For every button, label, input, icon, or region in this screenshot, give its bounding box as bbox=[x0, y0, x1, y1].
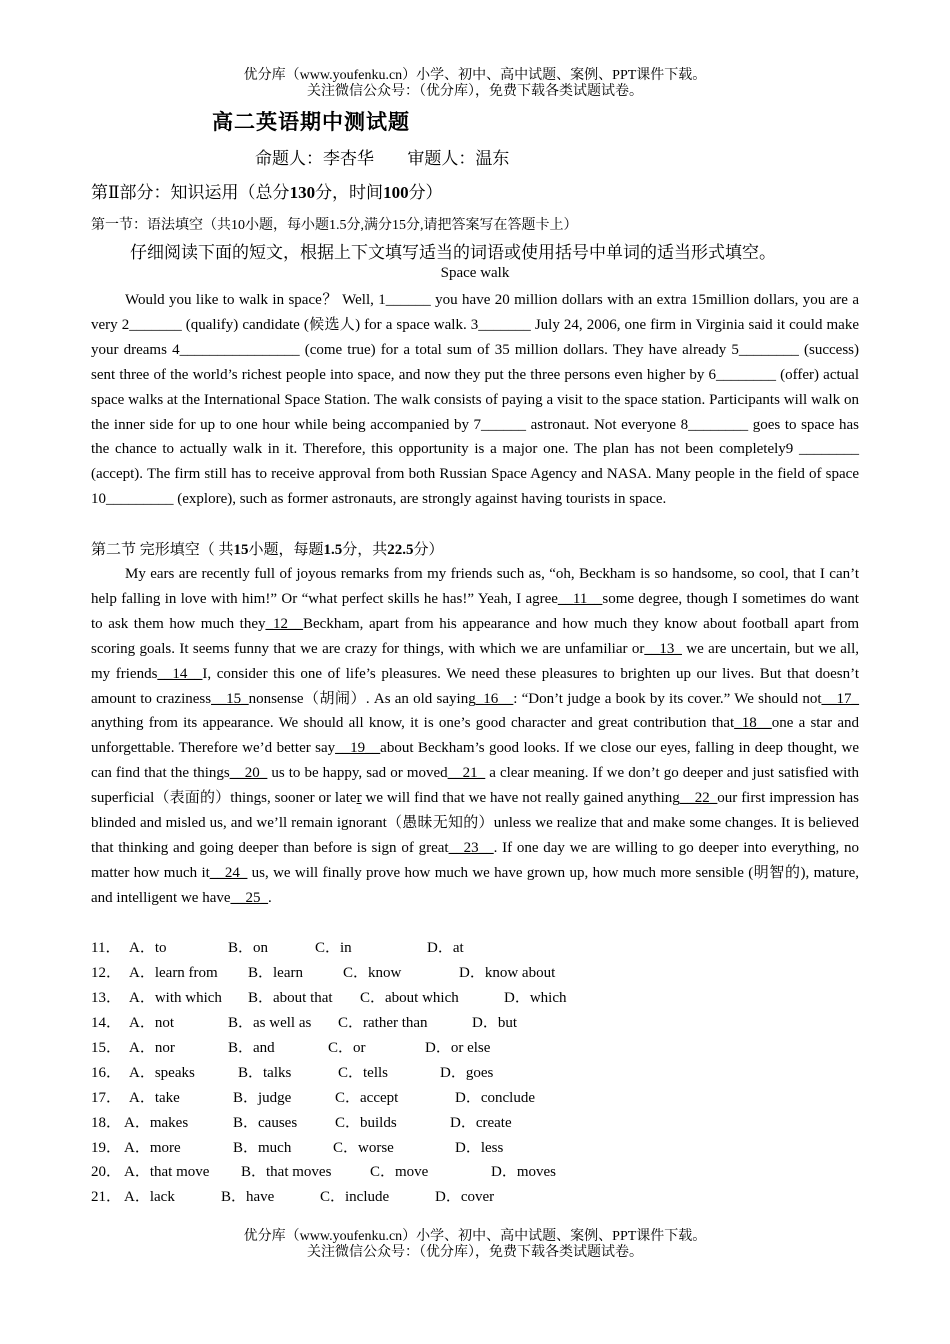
part-heading bbox=[91, 178, 443, 203]
option-c: C．include bbox=[320, 1189, 390, 1206]
option-b: B．that moves bbox=[241, 1164, 332, 1181]
s2-suffix: 分） bbox=[413, 542, 444, 558]
option-c: C．builds bbox=[335, 1114, 397, 1131]
q-num: 11． bbox=[91, 940, 121, 956]
cloze-text: a clear meaning. If we don’t go deeper and just satisfied with superficial（表面的）things, sooner or late bbox=[91, 765, 859, 807]
cloze-text: My ears are recently full of joyous remarks from my friends such as, “oh, Beckham is so handsome, so cool, that I can’t help falling in love with him!” Or “what perfect skills he has!” Yeah, I agree bbox=[91, 566, 859, 607]
cloze-text: . If one day we are willing to go deeper into everything, no matter how much it bbox=[91, 839, 859, 881]
q-num: 14． bbox=[91, 1014, 122, 1031]
cloze-text: one a star and unforgettable. Therefore we’d better say bbox=[91, 715, 859, 757]
option-b: B．have bbox=[221, 1189, 275, 1206]
option-a: A．to bbox=[129, 940, 167, 956]
option-b: B．about that bbox=[248, 989, 333, 1006]
cloze-text: Beckham, apart from his appearance and how much they know about football apart from scoring goals. It seems funny that we are crazy for things, with which we are unfamiliar or bbox=[91, 615, 859, 657]
s2-each: 1.5 bbox=[323, 542, 343, 558]
option-d: D．know about bbox=[459, 964, 556, 981]
cloze-text: we are uncertain, but we all, my friends bbox=[91, 640, 859, 682]
option-d: D．which bbox=[504, 989, 567, 1006]
option-c: C．worse bbox=[333, 1139, 394, 1156]
cloze-text: : “Don’t judge a book by its cover.” We should not bbox=[513, 690, 822, 707]
cloze-blank-21: __21_ bbox=[447, 765, 486, 782]
option-b: B．much bbox=[233, 1139, 292, 1156]
q-num: 17． bbox=[91, 1089, 122, 1106]
option-b: B．as well as bbox=[228, 1014, 312, 1031]
option-a: A．not bbox=[129, 1014, 175, 1031]
s2-prefix: 第二节 完形填空（ 共 bbox=[91, 542, 234, 558]
bottom-banner bbox=[0, 1229, 950, 1261]
option-b: B．talks bbox=[238, 1064, 292, 1081]
cloze-blank-14: __14__ bbox=[157, 665, 203, 682]
option-c: C．or bbox=[328, 1039, 366, 1056]
option-b: B．and bbox=[228, 1039, 275, 1056]
option-d: D．conclude bbox=[455, 1089, 535, 1106]
cloze-text: our first impression has blinded and misled us, and we’ll remain ignorant（愚昧无知的）unless we realize that and make some changes. It is believed that thinking and going deeper than before is sign of great bbox=[91, 790, 860, 856]
option-a: A．learn from bbox=[129, 964, 218, 981]
part-time: 100 bbox=[383, 183, 409, 202]
banner-line-2: 关注微信公众号：（优分库），免费下载各类试题试卷。 bbox=[307, 84, 643, 99]
grammar-passage: Would you like to walk in space？ Well, 1______ you have 20 million dollars with an extra 15million dollars, you are a very 2_______ (qualify) candidate (候选人) for a space walk. 3_______ July 24, 2006, one firm in Virginia said it could make your dreams 4________________ (come true) for a total sum of 35 million dollars. They have already 5________ (success) sent three of the world’s richest people into space, and now they put the three persons even higher by 6________ (offer) actual space walks at the International Space Station. The walk consists of paying a visit to the space station. Participants will walk on the inner side for up to one hour while being accompanied by 7______ astronaut. Not everyone 8________ goes to space has the chance to actually walk in it. Therefore, this opportunity is a major one. The plan has not been completely9 ________ (accept). The firm still has to receive approval from both Russian Space Agency and NASA. Many people in the field of space 10_________ (explore), such as former astronauts, are strongly against having tourists in space. bbox=[91, 292, 859, 508]
option-c: C．move bbox=[370, 1164, 429, 1181]
option-a: A．that move bbox=[124, 1164, 210, 1181]
cloze-blank-11: __11__ bbox=[557, 590, 603, 607]
cloze-text: us to be happy, sad or moved bbox=[267, 765, 448, 782]
option-c: C．tells bbox=[338, 1064, 389, 1081]
cloze-blank-22: __22_ bbox=[679, 790, 718, 807]
cloze-text: I, consider this one of life’s pleasures. We need these pleasures to brighten up our lives. But that doesn’t amount to craziness bbox=[91, 665, 860, 707]
section1-heading: 第一节：语法填空（共10小题，每小题1.5分,满分15分,请把答案写在答题卡上） bbox=[91, 218, 578, 233]
cloze-blank-15: __15_ bbox=[211, 690, 249, 707]
banner-line-1: 优分库（www.youfenku.cn）小学、初中、高中试题、案例、PPT课件下载。 bbox=[243, 1229, 707, 1244]
q-num: 15． bbox=[91, 1039, 122, 1056]
option-a: A．take bbox=[129, 1089, 180, 1106]
option-d: D．or else bbox=[425, 1039, 491, 1056]
s2-count: 15 bbox=[233, 542, 249, 558]
part-heading-mid: 分，时间 bbox=[315, 183, 384, 202]
option-c: C．know bbox=[343, 964, 402, 981]
option-d: D．but bbox=[472, 1014, 518, 1031]
option-c: C．in bbox=[315, 940, 352, 956]
q-num: 20． bbox=[91, 1164, 122, 1181]
cloze-blank-20: __20_ bbox=[229, 765, 268, 782]
s2-mid1: 小题，每题 bbox=[248, 542, 324, 558]
cloze-text: us, we will finally prove how much we have grown up, how much more sensible (明智的), mature, and intelligent we have bbox=[91, 864, 859, 906]
cloze-text: nonsense（胡闹）. As an old saying bbox=[248, 690, 476, 707]
cloze-blank-13: __13_ bbox=[644, 640, 682, 657]
cloze-text: some degree, though I sometimes do want to ask them how much they bbox=[91, 590, 859, 632]
s2-mid2: 分，共 bbox=[342, 542, 388, 558]
cloze-blank-17: __17_ bbox=[821, 690, 859, 707]
top-banner bbox=[0, 68, 950, 100]
part-heading-prefix: 第Ⅱ部分：知识运用（总分 bbox=[91, 183, 290, 202]
banner-line-1: 优分库（www.youfenku.cn）小学、初中、高中试题、案例、PPT课件下载。 bbox=[243, 68, 707, 83]
reviewer: 审题人：温东 bbox=[407, 149, 510, 169]
option-c: C．accept bbox=[335, 1089, 399, 1106]
cloze-blank-18: _18__ bbox=[734, 715, 772, 732]
option-d: D．at bbox=[427, 940, 464, 956]
cloze-text: anything from its appearance. We should all know, it is one’s good character and great contribution that bbox=[91, 715, 735, 732]
option-d: D．create bbox=[450, 1114, 512, 1131]
option-a: A．lack bbox=[124, 1189, 175, 1206]
option-b: B．on bbox=[228, 940, 269, 956]
option-c: C．rather than bbox=[338, 1014, 428, 1031]
option-a: A．more bbox=[124, 1139, 181, 1156]
cloze-text: we will find that we have not really gained anything bbox=[361, 790, 680, 807]
cloze-text: about Beckham’s good looks. If we close our eyes, falling in deep thought, we can find that the things bbox=[91, 740, 859, 782]
cloze-blank-12: _12__ bbox=[265, 615, 303, 632]
setter: 命题人：李杏华 bbox=[255, 149, 374, 169]
passage-title: Space walk bbox=[440, 265, 510, 281]
option-d: D．goes bbox=[440, 1064, 494, 1081]
option-d: D．cover bbox=[435, 1189, 495, 1206]
cloze-passage bbox=[91, 562, 859, 911]
option-a: A．nor bbox=[129, 1039, 175, 1056]
cloze-blank-16: _16__ bbox=[475, 690, 514, 707]
cloze-blank-24: __24_ bbox=[209, 864, 248, 881]
option-d: D．less bbox=[455, 1139, 504, 1156]
q-num: 18． bbox=[91, 1114, 122, 1131]
option-b: B．causes bbox=[233, 1114, 298, 1131]
q-num: 12． bbox=[91, 964, 122, 981]
cloze-blank-23: __23__ bbox=[448, 839, 494, 856]
part-total-score: 130 bbox=[289, 183, 316, 202]
option-b: B．learn bbox=[248, 964, 303, 981]
authors-line bbox=[255, 144, 515, 169]
option-a: A．makes bbox=[124, 1114, 189, 1131]
banner-line-2: 关注微信公众号：（优分库），免费下载各类试题试卷。 bbox=[307, 1245, 643, 1260]
option-c: C．about which bbox=[360, 989, 459, 1006]
q-num: 21． bbox=[91, 1189, 122, 1206]
option-a: A．speaks bbox=[129, 1064, 195, 1081]
q-num: 13． bbox=[91, 989, 122, 1006]
cloze-blank-25: __25_ bbox=[230, 889, 269, 906]
cloze-blank-19: __19__ bbox=[335, 740, 381, 757]
option-a: A．with which bbox=[129, 989, 222, 1006]
q-num: 19． bbox=[91, 1139, 122, 1156]
q-num: 16． bbox=[91, 1064, 122, 1081]
cloze-underlined-r: r bbox=[356, 790, 362, 807]
option-d: D．moves bbox=[491, 1164, 556, 1181]
paper-title: 高二英语期中测试题 bbox=[212, 110, 410, 134]
s2-total: 22.5 bbox=[387, 542, 414, 558]
section2-heading bbox=[91, 538, 444, 559]
section1-instruction: 仔细阅读下面的短文，根据上下文填写适当的词语或使用括号中单词的适当形式填空。 bbox=[130, 243, 776, 262]
option-b: B．judge bbox=[233, 1089, 292, 1106]
cloze-text: . bbox=[268, 889, 272, 906]
part-heading-suffix: 分） bbox=[408, 183, 443, 202]
